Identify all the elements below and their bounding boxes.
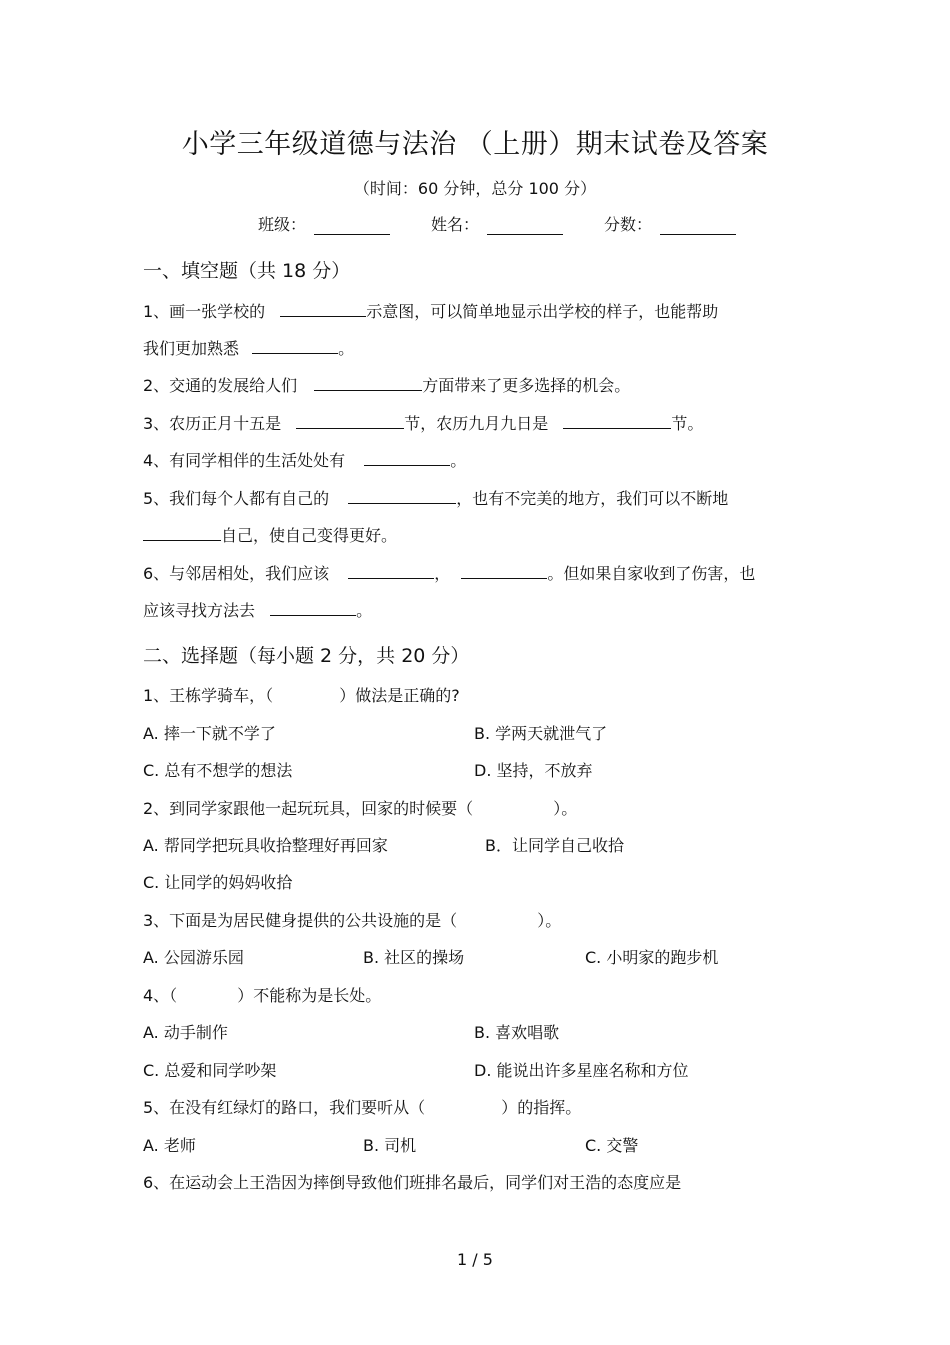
- answer-blank[interactable]: [280, 300, 366, 317]
- fill-question-1-line-1: 1、画一张学校的 示意图，可以简单地显示出学校的样子，也能帮助: [143, 302, 719, 321]
- choice-question-4: 4、（ ）不能称为是长处。: [143, 986, 382, 1005]
- answer-blank[interactable]: [461, 562, 547, 579]
- choice-option[interactable]: C. 小明家的跑步机: [585, 948, 719, 967]
- answer-blank[interactable]: [252, 337, 338, 354]
- class-label: 班级：: [258, 215, 307, 234]
- choice-question-3: 3、下面是为居民健身提供的公共设施的是（ ）。: [143, 911, 562, 930]
- page-number: 1 / 5: [457, 1250, 493, 1269]
- choice-question-1: 1、王栋学骑车，（ ）做法是正确的?: [143, 686, 460, 705]
- choice-question-2: 2、到同学家跟他一起玩玩具，回家的时候要（ ）。: [143, 799, 578, 818]
- answer-blank[interactable]: [348, 562, 434, 579]
- choice-option[interactable]: B. 司机: [363, 1136, 417, 1155]
- choice-option[interactable]: D. 能说出许多星座名称和方位: [474, 1061, 689, 1080]
- fill-question-5-line-1: 5、我们每个人都有自己的 ，也有不完美的地方，我们可以不断地: [143, 489, 729, 508]
- choice-option[interactable]: A. 老师: [143, 1136, 196, 1155]
- choice-option[interactable]: B. 学两天就泄气了: [474, 724, 608, 743]
- choice-option[interactable]: C. 总爱和同学吵架: [143, 1061, 277, 1080]
- choice-option[interactable]: A. 摔一下就不学了: [143, 724, 276, 743]
- score-blank[interactable]: [660, 216, 736, 235]
- answer-blank[interactable]: [364, 449, 450, 466]
- exam-time-score: （时间：60 分钟，总分 100 分）: [353, 179, 597, 198]
- name-blank[interactable]: [487, 216, 563, 235]
- choice-option[interactable]: B. 社区的操场: [363, 948, 465, 967]
- section-choice-heading: 二、选择题（每小题 2 分，共 20 分）: [143, 645, 470, 667]
- choice-option[interactable]: C. 交警: [585, 1136, 639, 1155]
- choice-option[interactable]: A. 动手制作: [143, 1023, 228, 1042]
- choice-option[interactable]: A. 公园游乐园: [143, 948, 244, 967]
- class-field-group: [258, 212, 390, 235]
- name-label: 姓名：: [431, 215, 480, 234]
- answer-blank[interactable]: [348, 487, 456, 504]
- fill-question-4: 4、有同学相伴的生活处处有 。: [143, 451, 467, 470]
- answer-blank[interactable]: [314, 374, 422, 391]
- choice-option[interactable]: A. 帮同学把玩具收拾整理好再回家: [143, 836, 388, 855]
- fill-question-2: 2、交通的发展给人们 方面带来了更多选择的机会。: [143, 376, 631, 395]
- choice-option[interactable]: B. 喜欢唱歌: [474, 1023, 560, 1042]
- choice-option[interactable]: D. 坚持，不放弃: [474, 761, 593, 780]
- fill-question-5-line-2: 自己，使自己变得更好。: [143, 524, 397, 546]
- name-field-group: [431, 212, 563, 235]
- class-blank[interactable]: [314, 216, 390, 235]
- choice-question-6: 6、在运动会上王浩因为摔倒导致他们班排名最后，同学们对王浩的态度应是: [143, 1173, 682, 1192]
- score-label: 分数：: [604, 215, 653, 234]
- fill-question-6-line-1: 6、与邻居相处，我们应该 ， 。但如果自家收到了伤害，也: [143, 564, 756, 583]
- page-title: 小学三年级道德与法治 （上册）期末试卷及答案: [181, 129, 769, 160]
- section-fill-in-heading: 一、填空题（共 18 分）: [143, 260, 351, 282]
- choice-option[interactable]: C. 总有不想学的想法: [143, 761, 293, 780]
- fill-question-6-line-2: 应该寻找方法去 。: [143, 601, 373, 620]
- choice-option[interactable]: B．让同学自己收拾: [485, 836, 624, 855]
- answer-blank[interactable]: [270, 599, 356, 616]
- score-field-group: [604, 212, 736, 235]
- fill-question-1-line-2: 我们更加熟悉 。: [143, 339, 355, 358]
- choice-question-5: 5、在没有红绿灯的路口，我们要听从（ ）的指挥。: [143, 1098, 582, 1117]
- answer-blank[interactable]: [143, 524, 221, 541]
- fill-question-3: 3、农历正月十五是 节，农历九月九日是 节。: [143, 414, 704, 433]
- answer-blank[interactable]: [563, 412, 671, 429]
- choice-option[interactable]: C. 让同学的妈妈收拾: [143, 873, 293, 892]
- answer-blank[interactable]: [296, 412, 404, 429]
